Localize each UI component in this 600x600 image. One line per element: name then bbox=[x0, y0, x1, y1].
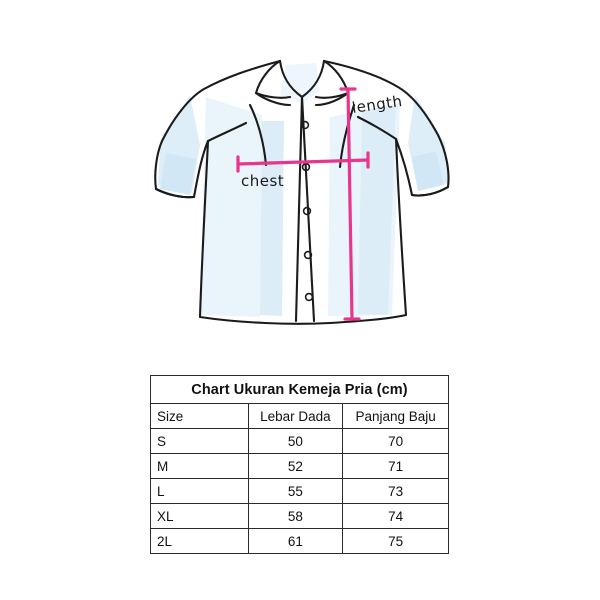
column-header-lebar-dada: Lebar Dada bbox=[248, 404, 343, 429]
table-row bbox=[151, 529, 449, 554]
cell-length-s: 70 bbox=[343, 429, 449, 454]
length-label: length bbox=[350, 92, 404, 117]
cell-size-m: M bbox=[151, 454, 249, 479]
cell-chest-2l: 61 bbox=[248, 529, 343, 554]
cell-size-xl: XL bbox=[151, 504, 249, 529]
cell-chest-m: 52 bbox=[248, 454, 343, 479]
cell-length-m: 71 bbox=[343, 454, 449, 479]
cell-chest-l: 55 bbox=[248, 479, 343, 504]
size-chart-table bbox=[150, 375, 449, 554]
shirt-drawing bbox=[130, 25, 475, 345]
cell-chest-xl: 58 bbox=[248, 504, 343, 529]
table-header-row bbox=[151, 404, 449, 429]
table-row bbox=[151, 504, 449, 529]
column-header-size: Size bbox=[151, 404, 249, 429]
table-row bbox=[151, 454, 449, 479]
cell-size-2l: 2L bbox=[151, 529, 249, 554]
cell-size-s: S bbox=[151, 429, 249, 454]
table-row bbox=[151, 479, 449, 504]
chest-label: chest bbox=[241, 172, 285, 190]
table-row bbox=[151, 429, 449, 454]
cell-size-l: L bbox=[151, 479, 249, 504]
cell-length-xl: 74 bbox=[343, 504, 449, 529]
column-header-panjang-baju: Panjang Baju bbox=[343, 404, 449, 429]
cell-length-2l: 75 bbox=[343, 529, 449, 554]
table-title: Chart Ukuran Kemeja Pria (cm) bbox=[151, 376, 449, 404]
cell-chest-s: 50 bbox=[248, 429, 343, 454]
table-title-row bbox=[151, 376, 449, 404]
cell-length-l: 73 bbox=[343, 479, 449, 504]
